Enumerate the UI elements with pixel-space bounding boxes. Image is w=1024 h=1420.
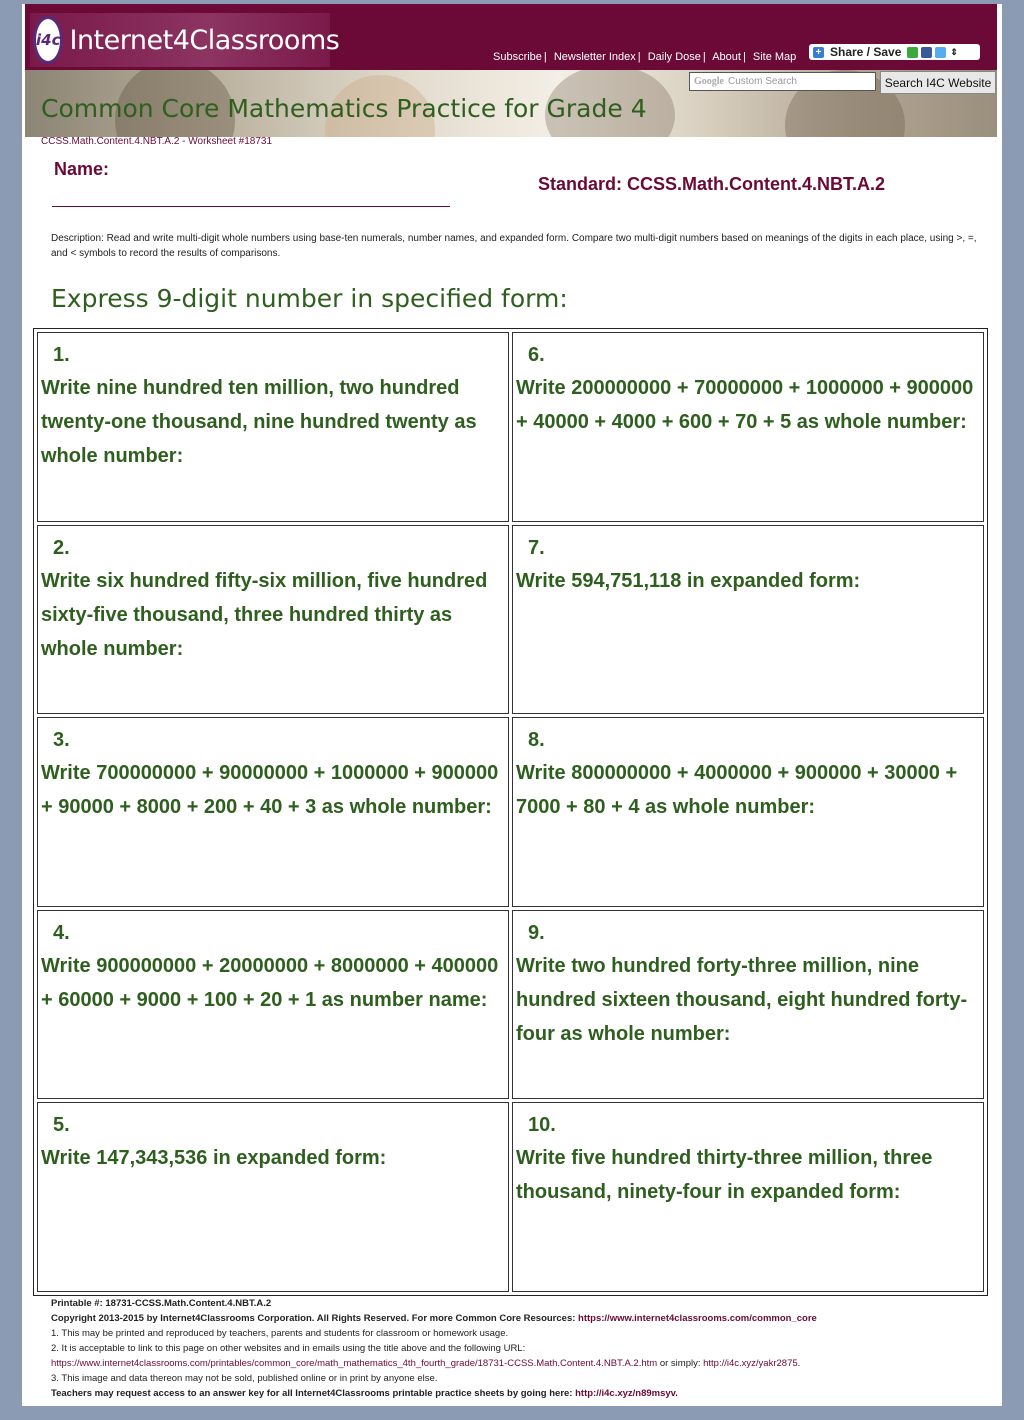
nav-separator: | xyxy=(543,51,547,63)
nav-separator: | xyxy=(742,51,746,63)
question-text: Write nine hundred ten million, two hundred twenty-one thousand, nine hundred twenty as whole number: xyxy=(41,377,477,467)
question-number: 9. xyxy=(528,921,545,944)
questions-grid xyxy=(33,328,988,1296)
copyright-text: Copyright 2013-2015 by Internet4Classrooms Corporation. All Rights Reserved. For more Common Core Resources: xyxy=(51,1313,576,1324)
share-plus-icon: + xyxy=(813,47,824,58)
question-cell xyxy=(37,332,509,522)
name-line xyxy=(52,206,450,207)
search-button[interactable]: Search I4C Website xyxy=(880,71,996,94)
top-banner xyxy=(25,4,997,70)
footer-note-3: 3. This image and data thereon may not be sold, published online or in print by anyone else. xyxy=(51,1373,438,1384)
nav-link-site-map[interactable]: Site Map xyxy=(752,51,797,63)
section-title: Express 9-digit number in specified form: xyxy=(51,284,568,313)
description: Description: Read and write multi-digit whole numbers using base-ten numerals, number names, and expanded form. Compare two multi-digit numbers based on meanings of the digits in each place, using >, =, and < symbols to record the results of comparisons. xyxy=(51,233,977,259)
question-cell xyxy=(512,910,984,1100)
footer-note-2: 2. It is acceptable to link to this page on other websites and in emails using the title above and the following URL: xyxy=(51,1343,526,1354)
question-text: Write 594,751,118 in expanded form: xyxy=(516,569,861,592)
question-text: Write 200000000 + 70000000 + 1000000 + 900000 + 40000 + 4000 + 600 + 70 + 5 as whole number: xyxy=(516,377,974,433)
page xyxy=(22,4,1002,1406)
question-number: 3. xyxy=(53,729,70,752)
footer-note-1: 1. This may be printed and reproduced by teachers, parents and students for classroom or homework usage. xyxy=(51,1328,509,1339)
facebook-icon[interactable] xyxy=(921,47,932,58)
nav-separator: | xyxy=(702,51,706,63)
question-text: Write 900000000 + 20000000 + 8000000 + 400000 + 60000 + 9000 + 100 + 20 + 1 as number name: xyxy=(41,954,499,1011)
nav-separator: | xyxy=(637,51,641,63)
google-logo: Google xyxy=(694,76,724,87)
question-cell xyxy=(37,910,509,1100)
question-number: 6. xyxy=(528,344,545,366)
question-cell xyxy=(512,525,984,715)
answer-key-link[interactable]: http://i4c.xyz/n89msyv xyxy=(575,1388,676,1399)
question-text: Write two hundred forty-three million, nine hundred sixteen thousand, eight hundred forty-four as whole number: xyxy=(516,954,968,1045)
common-core-link[interactable]: https://www.internet4classrooms.com/common_core xyxy=(578,1313,817,1324)
nav-link-daily-dose[interactable]: Daily Dose xyxy=(647,51,701,63)
footer: Printable #: 18731-CCSS.Math.Content.4.NBT.A.2 Copyright 2013-2015 by Internet4Classrooms Corporation. All Rights Reserved. For more Common Core Resources: https://www.internet4classrooms.com/common_core 1. This may be printed and reproduced by teachers, parents and students for classroom or homework usage. 2. It is acceptable to link to this page on other websites and in emails using the title above and the following URL: https://www.internet4classrooms.com/printables/common_core/math_mathematics_4th_fourth_grade/18731-CCSS.Math.Content.4.NBT.A.2.htm or simply: http://i4c.xyz/yakr2875. 3. This image and data thereon may not be sold, published online or in print by anyone else. Teachers may request access to an answer key for all Internet4Classrooms printable practice sheets by going here: http://i4c.xyz/n89msyv. xyxy=(51,1296,991,1401)
footer-or-text: or simply: xyxy=(659,1358,701,1369)
question-number: 7. xyxy=(528,536,545,559)
share-label: Share / Save xyxy=(830,45,902,59)
top-nav xyxy=(493,51,796,63)
question-text: Write six hundred fifty-six million, five hundred sixty-five thousand, three hundred thirty as whole number: xyxy=(41,569,488,660)
question-number: 2. xyxy=(53,536,70,559)
name-label: Name: xyxy=(54,159,110,179)
page-title: Common Core Mathematics Practice for Grade 4 xyxy=(41,94,647,123)
question-text: Write 147,343,536 in expanded form: xyxy=(41,1147,387,1170)
search-placeholder: Custom Search xyxy=(728,76,797,87)
worksheet-url-link[interactable]: https://www.internet4classrooms.com/printables/common_core/math_mathematics_4th_fourth_grade/18731-CCSS.Math.Content.4.NBT.A.2.htm xyxy=(51,1358,658,1369)
email-share-icon[interactable] xyxy=(907,47,918,58)
nav-link-about[interactable]: About xyxy=(712,51,741,63)
short-url-link[interactable]: http://i4c.xyz/yakr2875 xyxy=(703,1358,798,1369)
share-save-button[interactable] xyxy=(809,44,980,60)
site-logo[interactable] xyxy=(30,13,340,67)
question-cell xyxy=(37,1102,509,1292)
logo-text: Internet4Classrooms xyxy=(69,24,340,56)
nav-link-newsletter-index[interactable]: Newsletter Index xyxy=(553,51,636,63)
question-number: 1. xyxy=(53,344,70,366)
question-number: 5. xyxy=(53,1114,70,1137)
question-cell xyxy=(512,1102,984,1292)
question-cell xyxy=(37,717,509,907)
question-text: Write five hundred thirty-three million, three thousand, ninety-four in expanded form: xyxy=(516,1147,933,1204)
question-cell xyxy=(37,525,509,715)
question-cell xyxy=(512,332,984,522)
question-number: 4. xyxy=(53,921,70,944)
nav-link-subscribe[interactable]: Subscribe xyxy=(493,51,542,63)
standard-label: Standard: CCSS.Math.Content.4.NBT.A.2 xyxy=(538,174,886,194)
search-input[interactable] xyxy=(689,72,876,91)
question-cell xyxy=(512,717,984,907)
twitter-icon[interactable] xyxy=(935,47,946,58)
printable-number: Printable #: 18731-CCSS.Math.Content.4.NBT.A.2 xyxy=(51,1298,272,1309)
answer-key-text: Teachers may request access to an answer key for all Internet4Classrooms printable practice sheets by going here: xyxy=(51,1388,573,1399)
question-number: 8. xyxy=(528,729,545,752)
question-text: Write 800000000 + 4000000 + 900000 + 30000 + 7000 + 80 + 4 as whole number: xyxy=(516,762,958,819)
breadcrumb[interactable]: CCSS.Math.Content.4.NBT.A.2 - Worksheet #18731 xyxy=(41,136,273,147)
question-number: 10. xyxy=(528,1114,556,1137)
question-text: Write 700000000 + 90000000 + 1000000 + 900000 + 90000 + 8000 + 200 + 40 + 3 as whole number: xyxy=(41,762,499,819)
logo-badge-icon: i4c xyxy=(33,16,63,64)
share-menu-arrows-icon[interactable]: ⇕ xyxy=(950,46,958,57)
